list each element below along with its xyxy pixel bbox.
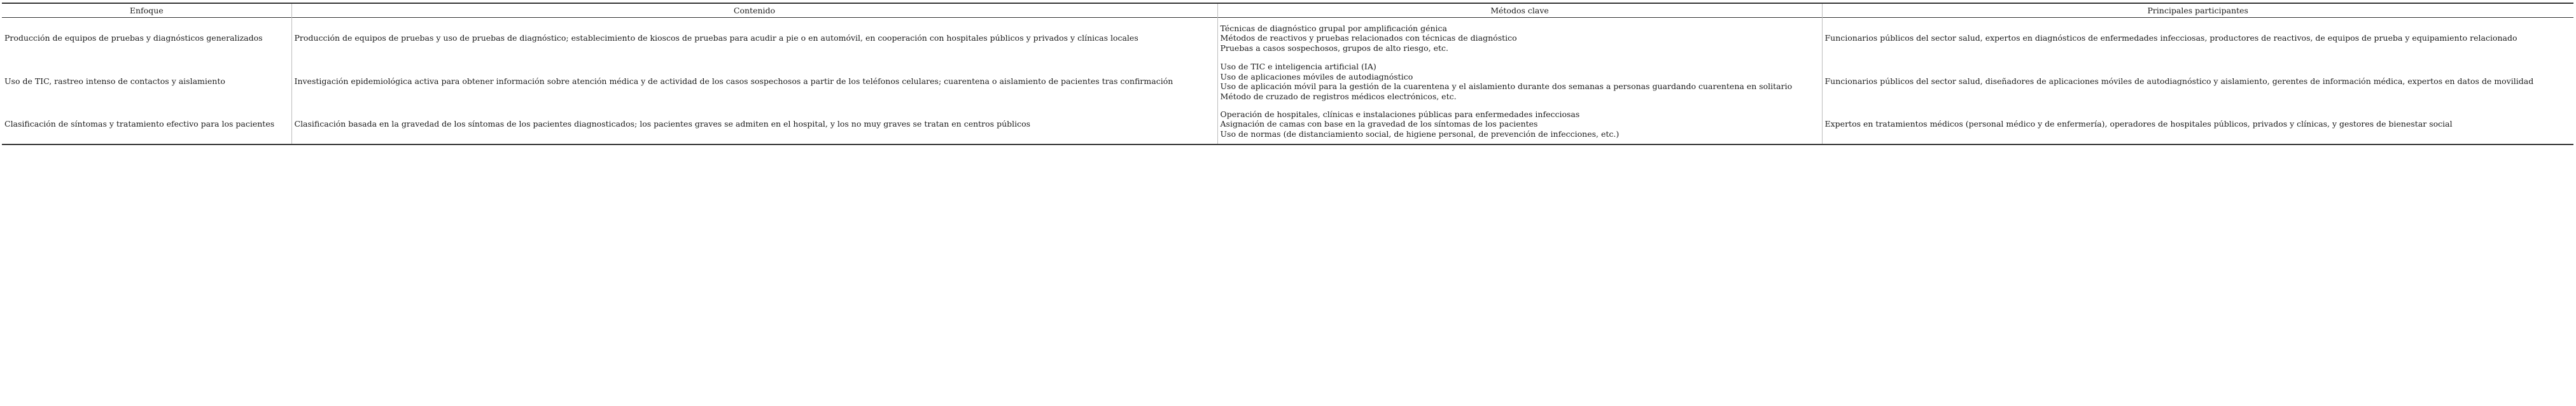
table-row — [2, 59, 2573, 104]
header-participantes: Principales participantes — [1822, 3, 2573, 18]
cell-metodos — [1217, 104, 1822, 144]
table-header-row — [2, 3, 2573, 18]
enfoque-text: Uso de TIC, rastreo intenso de contactos y aislamiento — [4, 76, 225, 87]
enfoque-text: Producción de equipos de pruebas y diagnósticos generalizados — [4, 33, 263, 43]
cell-enfoque — [2, 18, 291, 59]
cell-metodos — [1217, 59, 1822, 104]
header-enfoque: Enfoque — [129, 6, 164, 15]
policy-table — [2, 3, 2573, 145]
metodo-line: Asignación de camas con base en la gravedad de los síntomas de los pacientes — [1220, 119, 1538, 129]
enfoque-text: Clasificación de síntomas y tratamiento efectivo para los pacientes — [4, 119, 275, 129]
metodo-line: Uso de aplicaciones móviles de autodiagnóstico — [1220, 71, 1413, 81]
header-contenido: Contenido — [291, 3, 1217, 18]
metodo-line: Métodos de reactivos y pruebas relacionados con técnicas de diagnóstico — [1220, 33, 1517, 43]
cell-contenido — [291, 59, 1217, 104]
cell-participantes — [1822, 59, 2573, 104]
participantes-text: Expertos en tratamientos médicos (personal médico y de enfermería), operadores de hospitales públicos, privados y clínicas, y gestores de bienestar social — [1824, 119, 2453, 129]
contenido-text: Producción de equipos de pruebas y uso de pruebas de diagnóstico; establecimiento de kioscos de pruebas para acudir a pie o en automóvil, en cooperación con hospitales públicos y privados y clínicas locales — [294, 33, 1138, 43]
metodo-line: Uso de aplicación móvil para la gestión de la cuarentena y el aislamiento durante dos semanas a personas guardando cuarentena en solitario — [1220, 81, 1793, 91]
contenido-text: Investigación epidemiológica activa para obtener información sobre atención médica y de actividad de los casos sospechosos a partir de los teléfonos celulares; cuarentena o aislamiento de pacientes tras confirmación — [294, 76, 1173, 87]
participantes-text: Funcionarios públicos del sector salud, diseñadores de aplicaciones móviles de autodiagnóstico y aislamiento, gerentes de información médica, expertos en datos de movilidad — [1824, 76, 2534, 87]
cell-contenido — [291, 18, 1217, 59]
metodo-line: Método de cruzado de registros médicos electrónicos, etc. — [1220, 91, 1457, 101]
metodo-line: Uso de normas (de distanciamiento social, de higiene personal, de prevención de infecciones, etc.) — [1220, 129, 1620, 139]
cell-participantes — [1822, 104, 2573, 144]
metodo-line: Técnicas de diagnóstico grupal por amplificación génica — [1220, 23, 1447, 33]
metodo-line: Operación de hospitales, clínicas e instalaciones públicas para enfermedades infecciosas — [1220, 109, 1580, 119]
cell-contenido — [291, 104, 1217, 144]
policy-table-container — [2, 3, 2573, 145]
participantes-text: Funcionarios públicos del sector salud, expertos en diagnósticos de enfermedades infecciosas, productores de reactivos, de equipos de prueba y equipamiento relacionado — [1824, 33, 2517, 43]
table-row — [2, 104, 2573, 144]
metodo-line: Pruebas a casos sospechosos, grupos de alto riesgo, etc. — [1220, 43, 1448, 53]
cell-participantes — [1822, 18, 2573, 59]
contenido-text: Clasificación basada en la gravedad de los síntomas de los pacientes diagnosticados; los pacientes graves se admiten en el hospital, y los no muy graves se tratan en centros públicos — [294, 119, 1031, 129]
metodo-line: Uso de TIC e inteligencia artificial (IA) — [1220, 62, 1376, 71]
cell-metodos — [1217, 18, 1822, 59]
cell-enfoque — [2, 59, 291, 104]
header-metodos-clave: Métodos clave — [1217, 3, 1822, 18]
table-row — [2, 18, 2573, 59]
cell-enfoque — [2, 104, 291, 144]
